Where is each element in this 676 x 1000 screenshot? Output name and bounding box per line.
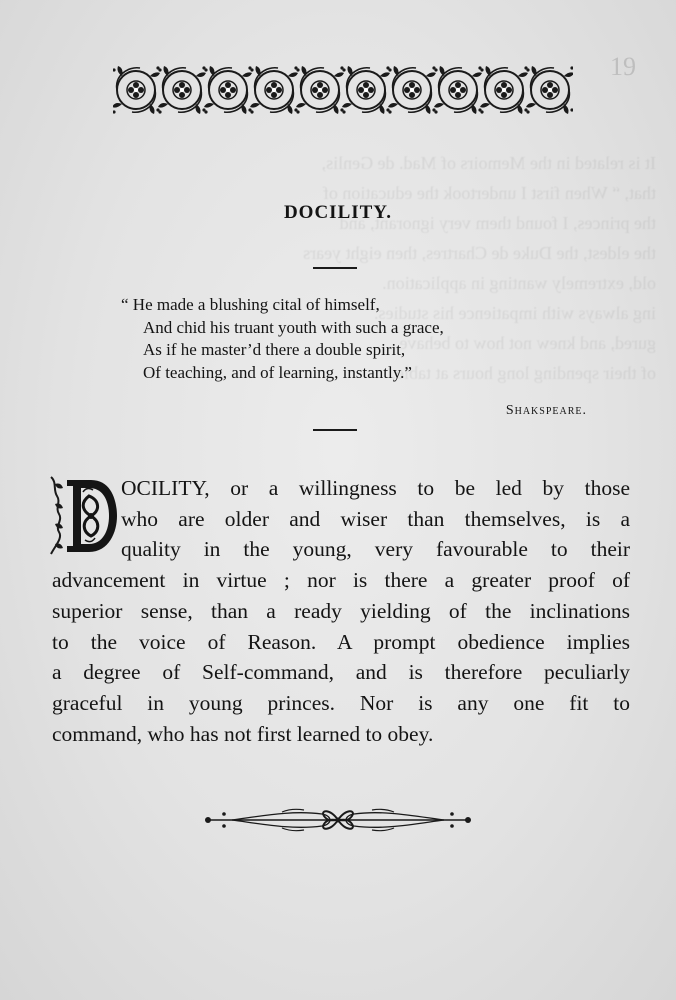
bleed-line: that, “ When first I undertook the education of xyxy=(322,183,656,203)
poem-attribution: Shakspeare. xyxy=(505,403,587,418)
bleed-line: It is related in the Memoirs of Mad. de Genlis, xyxy=(321,153,656,173)
poem-line: Of teaching, and of learning, instantly.” xyxy=(143,362,412,382)
bleed-line: of their spending long hours at table. xyxy=(391,363,656,383)
body-paragraph xyxy=(52,473,630,749)
bleed-line: the princes, I found them very ignorant, and xyxy=(339,213,656,233)
paragraph-line: a degree of Self-command, and is therefore peculiarly xyxy=(52,660,630,685)
paragraph-line: command, who has not first learned to obey. xyxy=(52,721,434,746)
paragraph-line: graceful in young princes. Nor is any one fit to xyxy=(52,690,630,715)
bleed-line: ing always with impatience his studies. xyxy=(374,303,656,323)
bleed-line: the eldest, the Duke de Chartres, then eight years xyxy=(303,243,656,263)
page-title: DOCILITY. xyxy=(283,202,393,223)
page-number: 19 xyxy=(610,52,636,81)
poem-line: “ He made a blushing cital of himself, xyxy=(121,295,380,314)
paragraph-line: OCILITY, or a willingness to be led by those xyxy=(121,476,630,500)
bleed-line: old, extremely wanting in application. xyxy=(382,273,656,293)
paragraph-line: superior sense, than a ready yielding of the inclinations xyxy=(52,598,630,623)
header-ornament-icon xyxy=(113,58,573,122)
paragraph-line: advancement in virtue ; nor is there a greater proof of xyxy=(52,568,630,593)
divider-rule xyxy=(313,267,357,269)
divider-rule xyxy=(313,429,357,431)
epigraph-poem xyxy=(121,294,591,384)
poem-line: And chid his truant youth with such a grace, xyxy=(143,317,444,337)
paragraph-line: to the voice of Reason. A prompt obedience implies xyxy=(52,629,630,654)
paragraph-line: who are older and wiser than themselves, is a xyxy=(121,506,630,531)
tailpiece-ornament-icon xyxy=(202,800,474,840)
paragraph-line: quality in the young, very favourable to their xyxy=(121,537,630,562)
poem-line: As if he master’d there a double spirit, xyxy=(143,340,406,359)
bleed-line: gured, and knew not how to behave. xyxy=(395,333,656,353)
